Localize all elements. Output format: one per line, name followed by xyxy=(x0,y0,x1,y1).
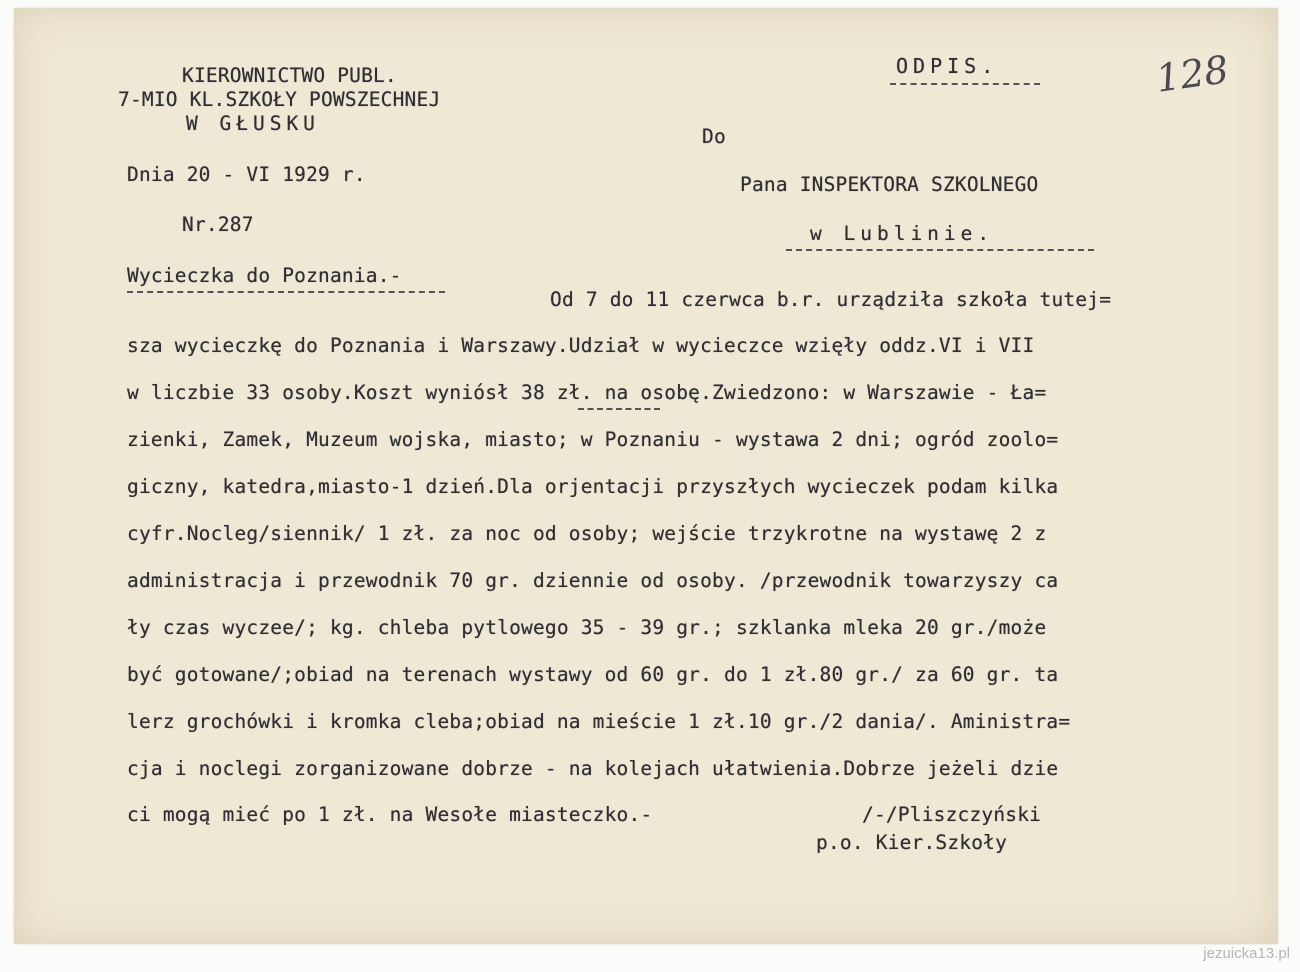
body-line: ły czas wyczee/; kg. chleba pytlowego 35 - 39 gr.; szklanka mleka 20 gr./może xyxy=(127,616,1047,639)
signature-name: /-/Pliszczyński xyxy=(862,803,1042,826)
body-line: ci mogą mieć po 1 zł. na Wesołe miasteczko.- xyxy=(127,803,653,826)
body-line: giczny, katedra,miasto-1 dzień.Dla orjentacji przyszłych wycieczek podam kilka xyxy=(127,475,1059,498)
copy-mark-underline xyxy=(890,83,1040,85)
body-line: cyfr.Nocleg/siennik/ 1 zł. za noc od osoby; wejście trzykrotne na wystawę 2 z xyxy=(127,522,1047,545)
letter-date: Dnia 20 - VI 1929 r. xyxy=(127,163,366,186)
document-page xyxy=(14,8,1278,944)
body-line: być gotowane/;obiad na terenach wystawy od 60 gr. do 1 zł.80 gr./ za 60 gr. ta xyxy=(127,663,1059,686)
recipient-to-label: Do xyxy=(702,125,726,148)
sender-line-3: W GŁUSKU xyxy=(186,112,320,135)
sender-line-2: 7-MIO KL.SZKOŁY POWSZECHNEJ xyxy=(118,88,441,111)
signature-title: p.o. Kier.Szkoły xyxy=(816,831,1008,854)
copy-mark: ODPIS. xyxy=(896,54,999,78)
recipient-line-2: w Lublinie. xyxy=(810,222,995,245)
recipient-underline xyxy=(786,249,1094,251)
letter-number: Nr.287 xyxy=(182,213,254,236)
body-line: administracja i przewodnik 70 gr. dziennie od osoby. /przewodnik towarzyszy ca xyxy=(127,569,1059,592)
recipient-line-1: Pana INSPEKTORA SZKOLNEGO xyxy=(740,173,1039,196)
letter-subject: Wycieczka do Poznania.- xyxy=(127,264,402,287)
subject-underline xyxy=(127,291,445,293)
body-line: w liczbie 33 osoby.Koszt wyniósł 38 zł. na osobę.Zwiedzono: w Warszawie - Ła= xyxy=(127,381,1047,404)
body-line: lerz grochówki i kromka cleba;obiad na mieście 1 zł.10 gr./2 dania/. Aministra= xyxy=(127,710,1071,733)
sender-line-1: KIEROWNICTWO PUBL. xyxy=(182,64,397,87)
cost-underline xyxy=(578,408,660,410)
body-line: zienki, Zamek, Muzeum wojska, miasto; w Poznaniu - wystawa 2 dni; ogród zoolo= xyxy=(127,428,1059,451)
handwritten-page-number: 128 xyxy=(1153,47,1232,101)
body-line: sza wycieczkę do Poznania i Warszawy.Udział w wycieczce wzięły oddz.VI i VII xyxy=(127,334,1035,357)
site-watermark: jezuicka13.pl xyxy=(1203,945,1290,962)
body-line: Od 7 do 11 czerwca b.r. urządziła szkoła tutej= xyxy=(550,288,1112,311)
body-line: cja i noclegi zorganizowane dobrze - na kolejach ułatwienia.Dobrze jeżeli dzie xyxy=(127,757,1059,780)
